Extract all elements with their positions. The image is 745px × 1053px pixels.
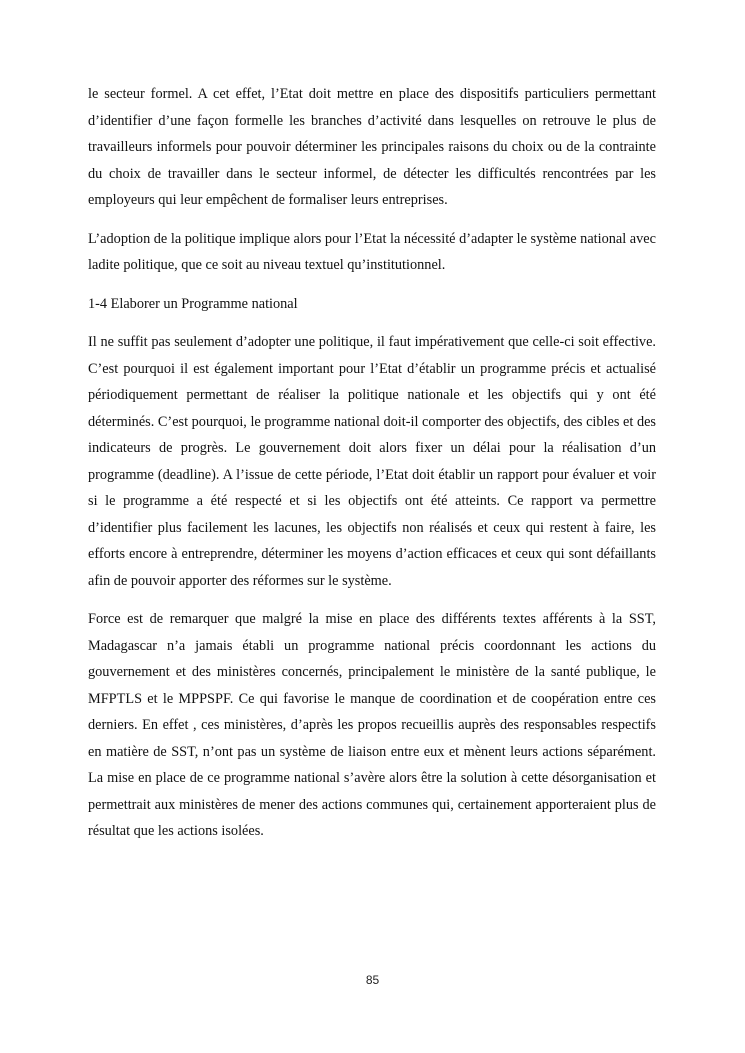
section-heading: 1-4 Elaborer un Programme national [88, 295, 298, 312]
paragraph-madagascar-sst: Force est de remarquer que malgré la mise en place des différents textes afférents à la SST, Madagascar n’a jamais établi un programme national précis coordonnant les actions du gouvernement et des ministères concernés, principalement le ministère de la santé publique, le MFPTLS et le MPPSPF. Ce qui favorise le manque de coordination et de coopération entre ces derniers. En effet , ces ministères, d’après les propos recueillis auprès des responsables respectifs en matière de SST, n’ont pas un système de liaison entre eux et mènent leurs actions séparément. La mise en place de ce programme national s’avère alors être la solution à cette désorganisation et permettrait aux ministères de mener des actions communes qui, certainement apporteraient plus de résultat que les actions isolées. [88, 611, 656, 839]
paragraph-national-programme: Il ne suffit pas seulement d’adopter une politique, il faut impérativement que celle-ci soit effective. C’est pourquoi il est également important pour l’Etat d’établir un programme précis et actualisé périodiquement permettant de réaliser la politique nationale et les objectifs qui y ont été déterminés. C’est pourquoi, le programme national doit-il comporter des objectifs, des cibles et des indicateurs de progrès. Le gouvernement doit alors fixer un délai pour la réalisation d’un programme (deadline). A l’issue de cette période, l’Etat doit établir un rapport pour évaluer et voir si le programme a été respecté et si les objectifs ont été atteints. Ce rapport va permettre d’identifier plus facilement les lacunes, les objectifs non réalisés et ceux qui restent à faire, les efforts encore à entreprendre, déterminer les moyens d’action efficaces et ceux qui sont défaillants afin de pouvoir apporter des réformes sur le système. [88, 334, 656, 589]
page-number: 85 [365, 973, 380, 987]
body-text [88, 81, 656, 857]
paragraph-informal-sector: le secteur formel. A cet effet, l’Etat doit mettre en place des dispositifs particuliers permettant d’identifier d’une façon formelle les branches d’activité dans lesquelles on retrouve le plus de travailleurs informels pour pouvoir déterminer les principales raisons du choix ou de la contrainte du choix de travailler dans le secteur informel, de détecter les difficultés rencontrées par les employeurs qui leur empêchent de formaliser leurs entreprises. [88, 86, 656, 208]
paragraph-policy-adoption: L’adoption de la politique implique alors pour l’Etat la nécessité d’adapter le système national avec ladite politique, que ce soit au niveau textuel qu’institutionnel. [88, 230, 656, 273]
